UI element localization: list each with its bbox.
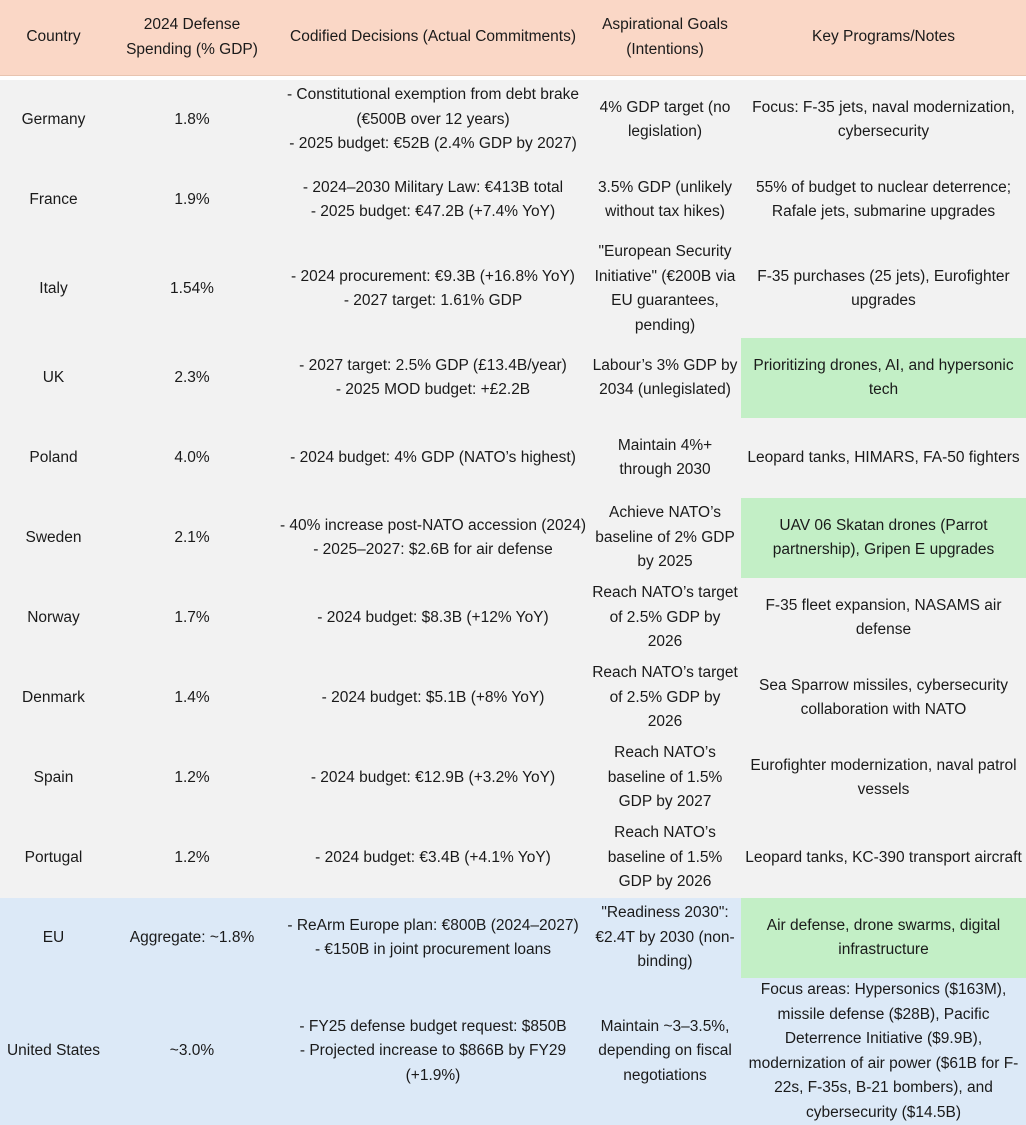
- cell-goals: Reach NATO’s target of 2.5% GDP by 2026: [589, 658, 741, 738]
- cell-codified: [277, 738, 589, 818]
- cell-spending: 4.0%: [107, 418, 277, 498]
- cell-spending: 1.4%: [107, 658, 277, 738]
- cell-codified: [277, 658, 589, 738]
- cell-notes: Air defense, drone swarms, digital infrastructure: [741, 898, 1026, 978]
- cell-codified: [277, 898, 589, 978]
- cell-codified: [277, 418, 589, 498]
- table-row: [0, 498, 1026, 578]
- cell-goals: 3.5% GDP (unlikely without tax hikes): [589, 160, 741, 240]
- cell-codified: [277, 818, 589, 898]
- cell-codified: [277, 578, 589, 658]
- codified-line: - 2024 procurement: €9.3B (+16.8% YoY): [291, 267, 575, 285]
- table-row: [0, 898, 1026, 978]
- header-notes: Key Programs/Notes: [741, 0, 1026, 76]
- header-codified: Codified Decisions (Actual Commitments): [277, 0, 589, 76]
- cell-notes: UAV 06 Skatan drones (Parrot partnership), Gripen E upgrades: [741, 498, 1026, 578]
- cell-spending: 1.54%: [107, 240, 277, 338]
- table-header-row: [0, 0, 1026, 76]
- cell-spending: 1.9%: [107, 160, 277, 240]
- cell-notes: Eurofighter modernization, naval patrol vessels: [741, 738, 1026, 818]
- cell-spending: 1.7%: [107, 578, 277, 658]
- cell-spending: 2.1%: [107, 498, 277, 578]
- table-row: [0, 818, 1026, 898]
- cell-codified: [277, 240, 589, 338]
- cell-notes: F-35 purchases (25 jets), Eurofighter upgrades: [741, 240, 1026, 338]
- table-row: [0, 160, 1026, 240]
- cell-goals: Labour’s 3% GDP by 2034 (unlegislated): [589, 338, 741, 418]
- cell-spending: Aggregate: ~1.8%: [107, 898, 277, 978]
- codified-line: - 2025 budget: €47.2B (+7.4% YoY): [310, 203, 556, 220]
- codified-line: - 2025 budget: €52B (2.4% GDP by 2027): [289, 135, 577, 153]
- cell-country: UK: [0, 338, 107, 418]
- cell-country: EU: [0, 898, 107, 978]
- table-row: [0, 80, 1026, 160]
- cell-country: Sweden: [0, 498, 107, 578]
- cell-spending: ~3.0%: [107, 978, 277, 1125]
- cell-goals: "Readiness 2030": €2.4T by 2030 (non-binding): [589, 898, 741, 978]
- cell-spending: 1.2%: [107, 738, 277, 818]
- codified-line: - 2024 budget: €12.9B (+3.2% YoY): [310, 768, 556, 786]
- cell-country: Poland: [0, 418, 107, 498]
- cell-goals: Achieve NATO’s baseline of 2% GDP by 2025: [589, 498, 741, 578]
- codified-line: - 2024 budget: $5.1B (+8% YoY): [321, 688, 545, 706]
- table-row: [0, 240, 1026, 338]
- header-spending: 2024 Defense Spending (% GDP): [107, 0, 277, 76]
- cell-notes: Focus: F-35 jets, naval modernization, cybersecurity: [741, 80, 1026, 160]
- header-country: Country: [0, 0, 107, 76]
- codified-line: - 2027 target: 1.61% GDP: [343, 292, 523, 309]
- codified-line: - Projected increase to $866B by FY29 (+1.9%): [299, 1042, 567, 1084]
- cell-notes: Sea Sparrow missiles, cybersecurity collaboration with NATO: [741, 658, 1026, 738]
- cell-codified: [277, 978, 589, 1125]
- table-row: [0, 578, 1026, 658]
- cell-notes: 55% of budget to nuclear deterrence; Rafale jets, submarine upgrades: [741, 160, 1026, 240]
- cell-codified: [277, 80, 589, 160]
- cell-goals: 4% GDP target (no legislation): [589, 80, 741, 160]
- cell-goals: Reach NATO’s baseline of 1.5% GDP by 2027: [589, 738, 741, 818]
- cell-codified: [277, 498, 589, 578]
- cell-notes: Leopard tanks, KC-390 transport aircraft: [741, 818, 1026, 898]
- cell-goals: Reach NATO’s baseline of 1.5% GDP by 2026: [589, 818, 741, 898]
- cell-notes: Prioritizing drones, AI, and hypersonic tech: [741, 338, 1026, 418]
- table-row: [0, 738, 1026, 818]
- cell-codified: [277, 338, 589, 418]
- cell-spending: 2.3%: [107, 338, 277, 418]
- codified-line: - 2027 target: 2.5% GDP (£13.4B/year): [299, 356, 567, 374]
- cell-goals: "European Security Initiative" (€200B via EU guarantees, pending): [589, 240, 741, 338]
- codified-line: - 2025 MOD budget: +£2.2B: [335, 381, 531, 398]
- codified-line: - Constitutional exemption from debt brake (€500B over 12 years): [286, 86, 580, 128]
- header-goals: Aspirational Goals (Intentions): [589, 0, 741, 76]
- cell-goals: Maintain ~3–3.5%, depending on fiscal negotiations: [589, 978, 741, 1125]
- table-row: [0, 418, 1026, 498]
- codified-line: - 2024–2030 Military Law: €413B total: [302, 178, 564, 196]
- cell-country: France: [0, 160, 107, 240]
- codified-line: - 2024 budget: $8.3B (+12% YoY): [317, 608, 549, 626]
- table-row: [0, 338, 1026, 418]
- codified-line: - 40% increase post-NATO accession (2024): [279, 516, 587, 534]
- codified-line: - ReArm Europe plan: €800B (2024–2027): [287, 916, 579, 934]
- cell-goals: Reach NATO’s target of 2.5% GDP by 2026: [589, 578, 741, 658]
- cell-country: Italy: [0, 240, 107, 338]
- codified-line: - 2024 budget: 4% GDP (NATO’s highest): [290, 448, 576, 466]
- table-row: [0, 658, 1026, 738]
- cell-codified: [277, 160, 589, 240]
- codified-line: - FY25 defense budget request: $850B: [299, 1017, 567, 1035]
- cell-goals: Maintain 4%+ through 2030: [589, 418, 741, 498]
- codified-line: - 2024 budget: €3.4B (+4.1% YoY): [315, 848, 551, 866]
- cell-notes: Leopard tanks, HIMARS, FA-50 fighters: [741, 418, 1026, 498]
- cell-country: Spain: [0, 738, 107, 818]
- cell-country: Portugal: [0, 818, 107, 898]
- cell-country: Denmark: [0, 658, 107, 738]
- cell-notes: Focus areas: Hypersonics ($163M), missile defense ($28B), Pacific Deterrence Initiative ($9.9B), modernization of air power ($61B for F-22s, F-35s, B-21 bombers), and cybersecurity ($14.5B): [741, 978, 1026, 1125]
- cell-country: Germany: [0, 80, 107, 160]
- cell-spending: 1.2%: [107, 818, 277, 898]
- table-row: [0, 978, 1026, 1125]
- cell-spending: 1.8%: [107, 80, 277, 160]
- cell-country: United States: [0, 978, 107, 1125]
- codified-line: - 2025–2027: $2.6B for air defense: [313, 541, 553, 558]
- cell-notes: F-35 fleet expansion, NASAMS air defense: [741, 578, 1026, 658]
- cell-country: Norway: [0, 578, 107, 658]
- codified-line: - €150B in joint procurement loans: [314, 941, 552, 958]
